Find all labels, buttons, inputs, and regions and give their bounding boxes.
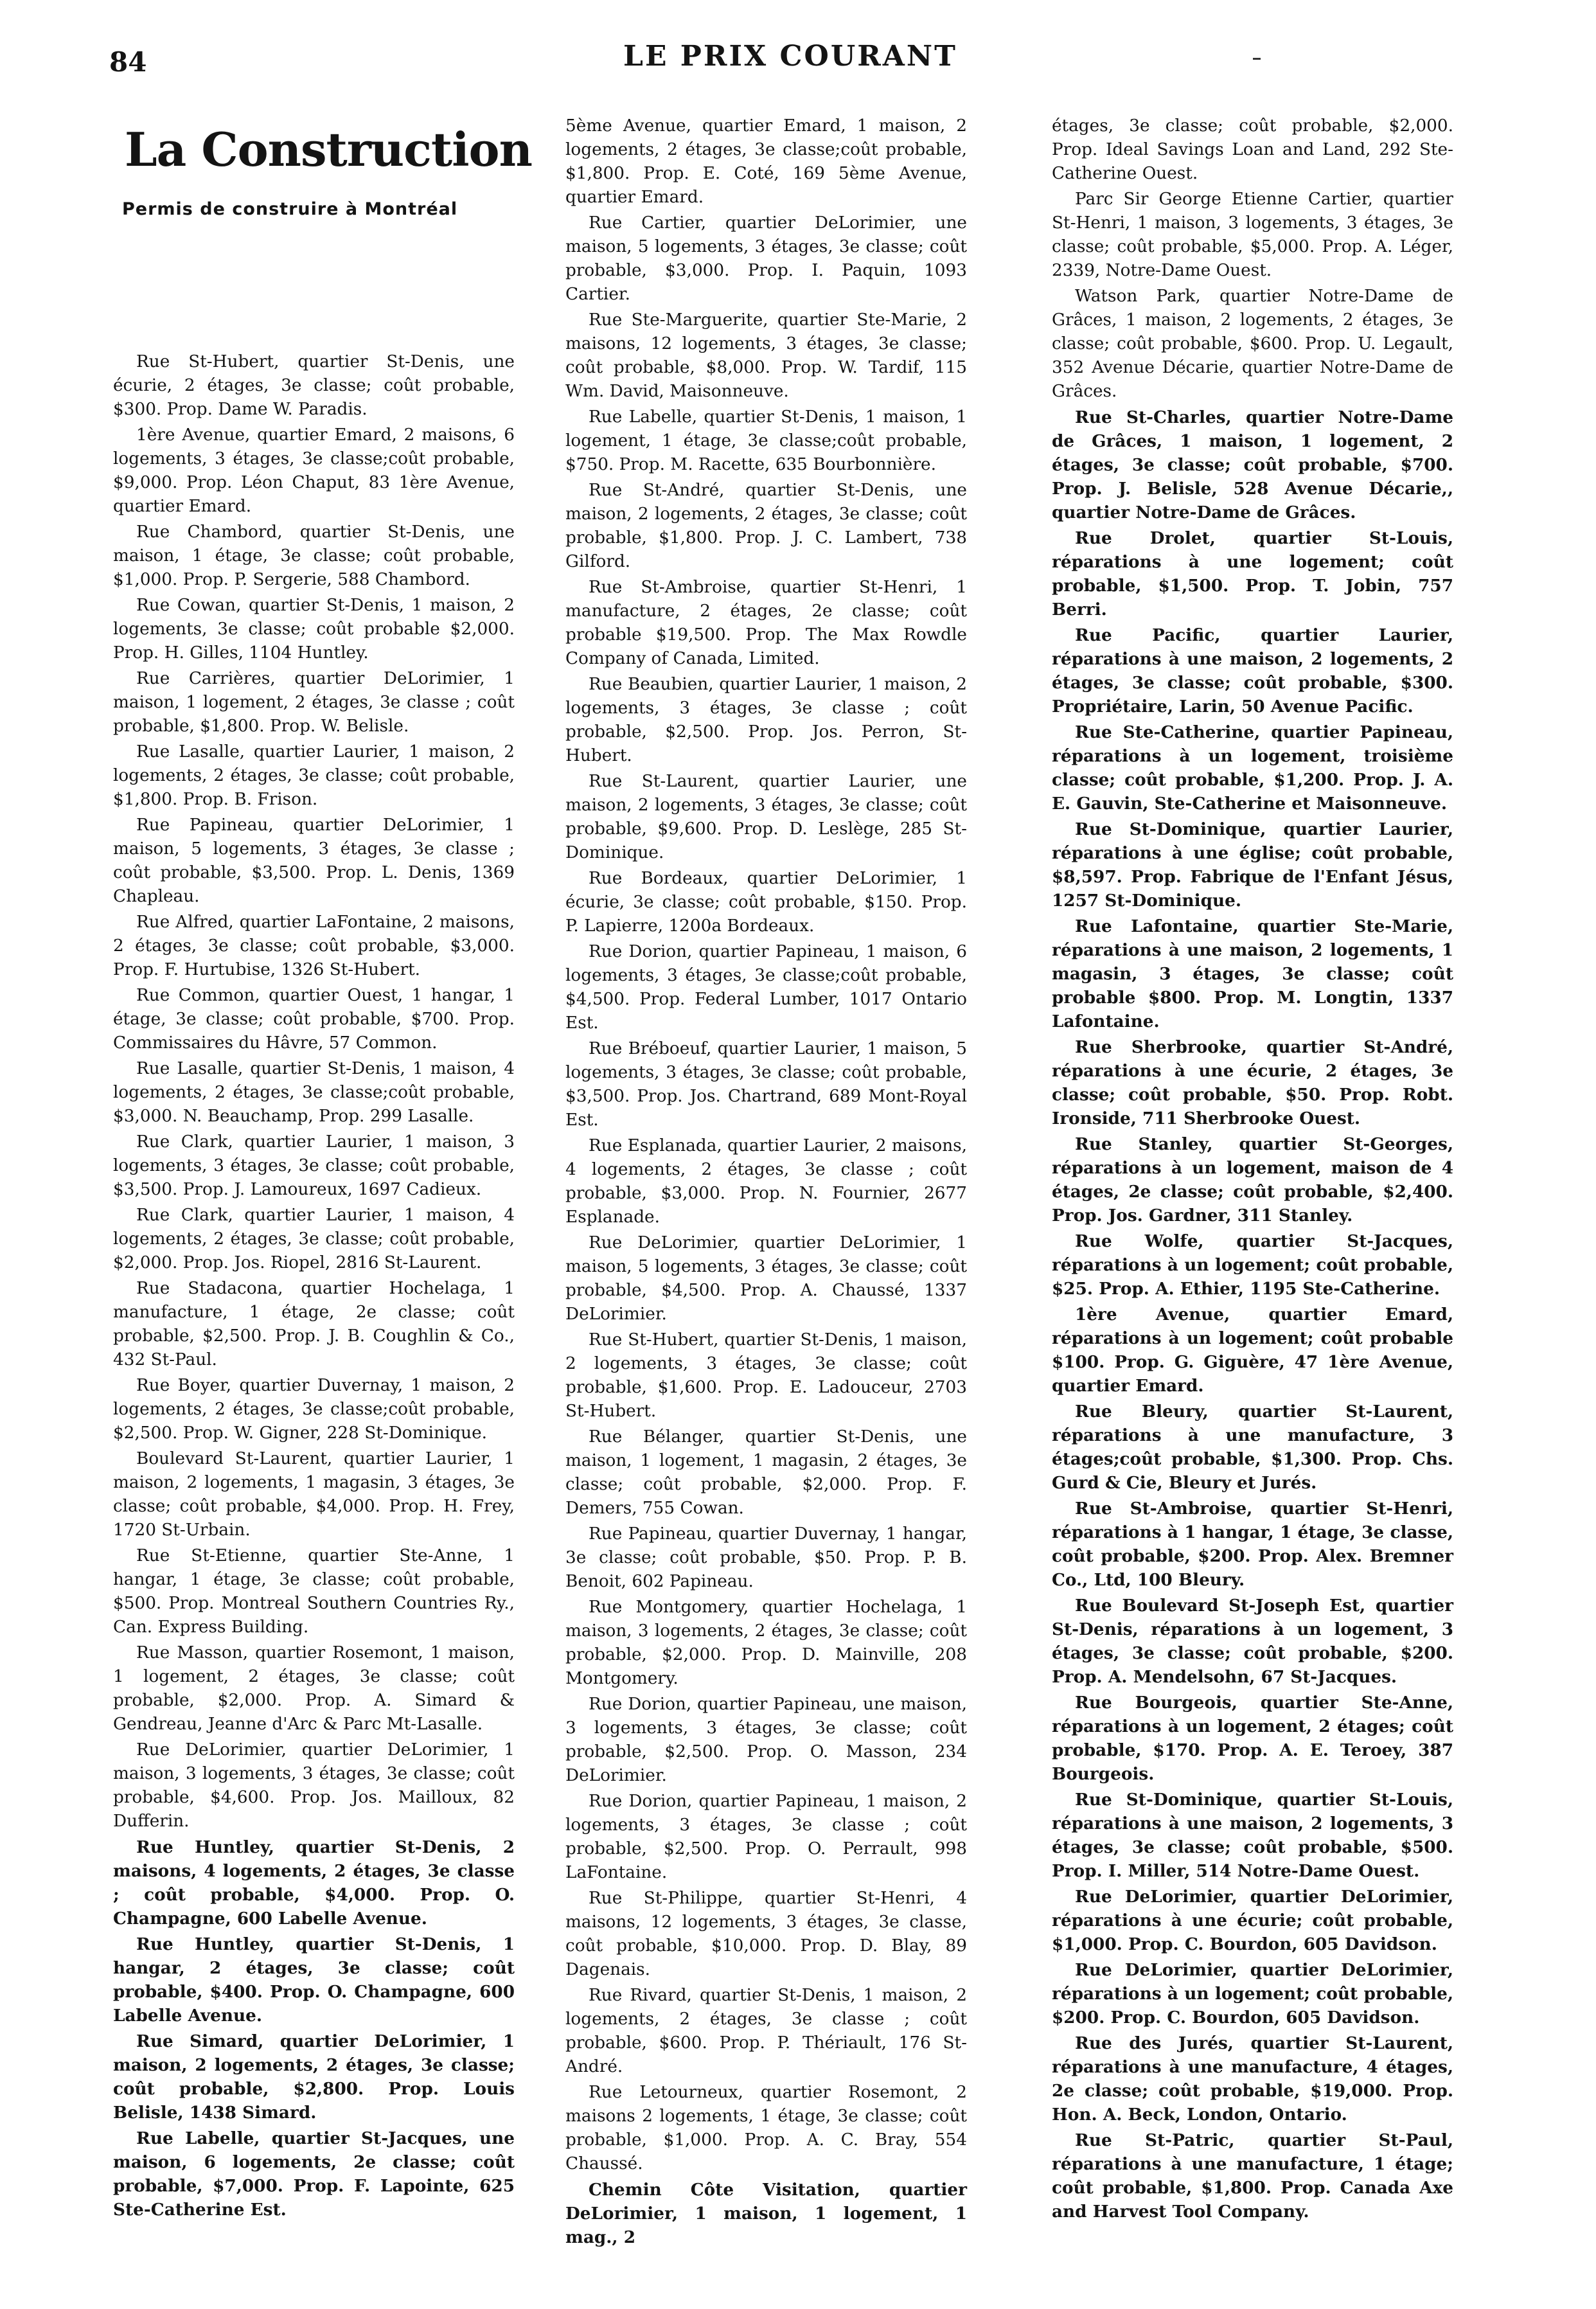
permit-entry-bold: Rue St-Dominique, quartier Laurier, réparations à une église; coût probable, $8,597. Prop. Fabrique de l'Enfant Jésus, 1257 St-Dominique. [1052, 819, 1453, 911]
permit-entry-bold: Rue St-Patric, quartier St-Paul, réparations à une manufacture, 1 étage; coût probable, $1,800. Prop. Canada Axe and Harvest Tool Company. [1052, 2130, 1453, 2222]
permit-entry: Rue Beaubien, quartier Laurier, 1 maison, 2 logements, 3 étages, 3e classe ; coût probable, $2,500. Prop. Jos. Perron, St-Hubert. [565, 675, 967, 765]
permit-entry: Rue St-André, quartier St-Denis, une maison, 2 logements, 2 étages, 3e classe; coût probable, $1,800. Prop. J. C. Lambert, 738 Gilford. [565, 481, 967, 571]
permit-entry: Rue Esplanada, quartier Laurier, 2 maisons, 4 logements, 2 étages, 3e classe ; coût probable, $3,000. Prop. N. Fournier, 2677 Esplanade. [565, 1136, 967, 1227]
permit-entry-bold: Rue DeLorimier, quartier DeLorimier, réparations à une écurie; coût probable, $1,000. Prop. C. Bourdon, 605 Davidson. [1052, 1887, 1453, 1954]
permit-entry-bold: Rue Bourgeois, quartier Ste-Anne, réparations à un logement, 2 étages; coût probable, $170. Prop. A. E. Teroey, 387 Bourgeois. [1052, 1693, 1453, 1784]
permit-entry: Rue St-Hubert, quartier St-Denis, une écurie, 2 étages, 3e classe; coût probable, $300. Prop. Dame W. Paradis. [113, 352, 515, 419]
column-middle [565, 114, 967, 2251]
permit-entry: Rue Cowan, quartier St-Denis, 1 maison, 2 logements, 3e classe; coût probable $2,000. Prop. H. Gilles, 1104 Huntley. [113, 596, 515, 663]
column-right [1052, 114, 1453, 2225]
permit-entry: Rue Dorion, quartier Papineau, une maison, 3 logements, 3 étages, 3e classe; coût probable, $2,500. Prop. O. Masson, 234 DeLorimier. [565, 1695, 967, 1785]
permit-entry: 5ème Avenue, quartier Emard, 1 maison, 2 logements, 2 étages, 3e classe;coût probable, $1,800. Prop. E. Coté, 169 5ème Avenue, quartier Emard. [565, 116, 967, 207]
permit-entry-bold: 1ère Avenue, quartier Emard, réparations à un logement; coût probable $100. Prop. G. Giguère, 47 1ère Avenue, quartier Emard. [1052, 1305, 1453, 1396]
permit-entry: Rue Dorion, quartier Papineau, 1 maison, 2 logements, 3 étages, 3e classe ; coût probable, $2,500. Prop. O. Perrault, 998 LaFontaine. [565, 1792, 967, 1882]
permit-entry: Rue St-Etienne, quartier Ste-Anne, 1 hangar, 1 étage, 3e classe; coût probable, $500. Prop. Montreal Southern Countries Ry., Can. Express Building. [113, 1546, 515, 1637]
permit-entry: Rue St-Philippe, quartier St-Henri, 4 maisons, 12 logements, 3 étages, 3e classe, coût probable, $10,000. Prop. D. Blay, 89 Dagenais. [565, 1889, 967, 1979]
permit-entry: Rue Carrières, quartier DeLorimier, 1 maison, 1 logement, 2 étages, 3e classe ; coût probable, $1,800. Prop. W. Belisle. [113, 669, 515, 736]
permit-entry: Rue Papineau, quartier Duvernay, 1 hangar, 3e classe; coût probable, $50. Prop. P. B. Benoit, 602 Papineau. [565, 1524, 967, 1591]
permit-entry: Rue Ste-Marguerite, quartier Ste-Marie, 2 maisons, 12 logements, 3 étages, 3e classe; coût probable, $8,000. Prop. W. Tardif, 115 Wm. David, Maisonneuve. [565, 310, 967, 401]
permit-entry-bold: Rue Boulevard St-Joseph Est, quartier St-Denis, réparations à un logement, 3 étages, 3e classe; coût probable, $200. Prop. A. Mendelsohn, 67 St-Jacques. [1052, 1596, 1453, 1687]
permit-entry-bold: Rue Labelle, quartier St-Jacques, une maison, 6 logements, 2e classe; coût probable, $7,000. Prop. F. Lapointe, 625 Ste-Catherine Est. [113, 2128, 515, 2220]
permit-entry: Rue Letourneux, quartier Rosemont, 2 maisons 2 logements, 1 étage, 3e classe; coût probable, $1,000. Prop. A. C. Bray, 554 Chaussé. [565, 2083, 967, 2173]
section-subtitle: Permis de construire à Montréal [122, 199, 458, 219]
permit-entry-bold: Rue Huntley, quartier St-Denis, 1 hangar, 2 étages, 3e classe; coût probable, $400. Prop. O. Champagne, 600 Labelle Avenue. [113, 1934, 515, 2026]
running-head: LE PRIX COURANT [623, 40, 957, 73]
permit-entry: Rue DeLorimier, quartier DeLorimier, 1 maison, 3 logements, 3 étages, 3e classe; coût probable, $4,600. Prop. Jos. Mailloux, 82 Dufferin. [113, 1740, 515, 1831]
permit-entry-bold: Rue St-Charles, quartier Notre-Dame de Grâces, 1 maison, 1 logement, 2 étages, 3e classe; coût probable, $700. Prop. J. Belisle, 528 Avenue Décarie,, quartier Notre-Dame de Grâces. [1052, 407, 1453, 522]
permit-entry: Rue Boyer, quartier Duvernay, 1 maison, 2 logements, 2 étages, 3e classe;coût probable, $2,500. Prop. W. Gigner, 228 St-Dominique. [113, 1376, 515, 1443]
permit-entry: Rue Common, quartier Ouest, 1 hangar, 1 étage, 3e classe; coût probable, $700. Prop. Commissaires du Hâvre, 57 Common. [113, 986, 515, 1053]
permit-entry: Rue Montgomery, quartier Hochelaga, 1 maison, 3 logements, 2 étages, 3e classe; coût probable, $2,000. Prop. D. Mainville, 208 Montgomery. [565, 1598, 967, 1688]
permit-entry: Rue Masson, quartier Rosemont, 1 maison, 1 logement, 2 étages, 3e classe; coût probable, $2,000. Prop. A. Simard & Gendreau, Jeanne d'Arc & Parc Mt-Lasalle. [113, 1643, 515, 1734]
permit-entry: Rue Stadacona, quartier Hochelaga, 1 manufacture, 1 étage, 2e classe; coût probable, $2,500. Prop. J. B. Coughlin & Co., 432 St-Paul. [113, 1279, 515, 1369]
permit-entry-bold: Rue Bleury, quartier St-Laurent, réparations à une manufacture, 3 étages;coût probable, $1,300. Prop. Chs. Gurd & Cie, Bleury et Jurés. [1052, 1402, 1453, 1493]
permit-entry-bold: Rue St-Ambroise, quartier St-Henri, réparations à 1 hangar, 1 étage, 3e classe, coût probable, $200. Prop. Alex. Bremner Co., Ltd, 100 Bleury. [1052, 1499, 1453, 1590]
ink-mark [1253, 58, 1261, 60]
permit-entry-bold: Rue Ste-Catherine, quartier Papineau, réparations à un logement, troisième classe; coût probable, $1,200. Prop. J. A. E. Gauvin, Ste-Catherine et Maisonneuve. [1052, 722, 1453, 814]
permit-entry: Boulevard St-Laurent, quartier Laurier, 1 maison, 2 logements, 1 magasin, 3 étages, 3e classe; coût probable, $4,000. Prop. H. Frey, 1720 St-Urbain. [113, 1449, 515, 1540]
permit-entry: Rue Chambord, quartier St-Denis, une maison, 1 étage, 3e classe; coût probable, $1,000. Prop. P. Sergerie, 588 Chambord. [113, 522, 515, 589]
permit-entry-bold: Rue DeLorimier, quartier DeLorimier, réparations à un logement; coût probable, $200. Prop. C. Bourdon, 605 Davidson. [1052, 1960, 1453, 2028]
permit-entry-bold: Rue Sherbrooke, quartier St-André, réparations à une écurie, 2 étages, 3e classe; coût probable, $50. Prop. Robt. Ironside, 711 Sherbrooke Ouest. [1052, 1037, 1453, 1128]
permit-entry: Rue Bordeaux, quartier DeLorimier, 1 écurie, 3e classe; coût probable, $150. Prop. P. Lapierre, 1200a Bordeaux. [565, 869, 967, 936]
column-left [113, 350, 515, 2224]
permit-entry: Rue St-Laurent, quartier Laurier, une maison, 2 logements, 3 étages, 3e classe; coût probable, $9,600. Prop. D. Leslège, 285 St-Dominique. [565, 772, 967, 862]
permit-entry: Rue Rivard, quartier St-Denis, 1 maison, 2 logements, 2 étages, 3e classe ; coût probable, $600. Prop. P. Thériault, 176 St-André. [565, 1986, 967, 2076]
permit-entry: Rue Alfred, quartier LaFontaine, 2 maisons, 2 étages, 3e classe; coût probable, $3,000. Prop. F. Hurtubise, 1326 St-Hubert. [113, 913, 515, 979]
permit-entry: 1ère Avenue, quartier Emard, 2 maisons, 6 logements, 3 étages, 3e classe;coût probable, $9,000. Prop. Léon Chaput, 83 1ère Avenue, quartier Emard. [113, 425, 515, 516]
permit-entry: Rue St-Hubert, quartier St-Denis, 1 maison, 2 logements, 3 étages, 3e classe; coût probable, $1,600. Prop. E. Ladouceur, 2703 St-Hubert. [565, 1330, 967, 1421]
permit-entry: Rue Papineau, quartier DeLorimier, 1 maison, 5 logements, 3 étages, 3e classe ; coût probable, $3,500. Prop. L. Denis, 1369 Chapleau. [113, 816, 515, 906]
permit-entry: Rue Clark, quartier Laurier, 1 maison, 3 logements, 3 étages, 3e classe; coût probable, $3,500. Prop. J. Lamoureux, 1697 Cadieux. [113, 1132, 515, 1199]
permit-entry: Rue Dorion, quartier Papineau, 1 maison, 6 logements, 3 étages, 3e classe;coût probable, $4,500. Prop. Federal Lumber, 1017 Ontario Est. [565, 942, 967, 1033]
permit-entry: Rue St-Ambroise, quartier St-Henri, 1 manufacture, 2 étages, 2e classe; coût probable $19,500. Prop. The Max Rowdle Company of Canada, Limited. [565, 578, 967, 668]
permit-entry: Rue Labelle, quartier St-Denis, 1 maison, 1 logement, 1 étage, 3e classe;coût probable, $750. Prop. M. Racette, 635 Bourbonnière. [565, 407, 967, 474]
permit-entry: Parc Sir George Etienne Cartier, quartier St-Henri, 1 maison, 3 logements, 3 étages, 3e classe; coût probable, $5,000. Prop. A. Léger, 2339, Notre-Dame Ouest. [1052, 190, 1453, 280]
permit-entry: Rue Clark, quartier Laurier, 1 maison, 4 logements, 2 étages, 3e classe; coût probable, $2,000. Prop. Jos. Riopel, 2816 St-Laurent. [113, 1206, 515, 1272]
permit-entry-bold: Rue St-Dominique, quartier St-Louis, réparations à une maison, 2 logements, 3 étages, 3e classe; coût probable, $500. Prop. I. Miller, 514 Notre-Dame Ouest. [1052, 1790, 1453, 1881]
permit-entry-bold: Rue Wolfe, quartier St-Jacques, réparations à un logement; coût probable, $25. Prop. A. Ethier, 1195 Ste-Catherine. [1052, 1231, 1453, 1299]
permit-entry: Watson Park, quartier Notre-Dame de Grâces, 1 maison, 2 logements, 2 étages, 3e classe; coût probable, $600. Prop. U. Legault, 352 Avenue Décarie, quartier Notre-Dame de Grâces. [1052, 287, 1453, 401]
permit-entry: Rue Bréboeuf, quartier Laurier, 1 maison, 5 logements, 3 étages, 3e classe; coût probable, $3,500. Prop. Jos. Chartrand, 689 Mont-Royal Est. [565, 1039, 967, 1130]
permit-entry-bold: Rue Drolet, quartier St-Louis, réparations à une logement; coût probable, $1,500. Prop. T. Jobin, 757 Berri. [1052, 528, 1453, 620]
permit-entry-bold: Rue Simard, quartier DeLorimier, 1 maison, 2 logements, 2 étages, 3e classe; coût probable, $2,800. Prop. Louis Belisle, 1438 Simard. [113, 2031, 515, 2123]
permit-entry: Rue Bélanger, quartier St-Denis, une maison, 1 logement, 1 magasin, 2 étages, 3e classe; coût probable, $2,000. Prop. F. Demers, 755 Cowan. [565, 1427, 967, 1518]
permit-entry-bold: Rue Huntley, quartier St-Denis, 2 maisons, 4 logements, 2 étages, 3e classe ; coût probable, $4,000. Prop. O. Champagne, 600 Labelle Avenue. [113, 1837, 515, 1929]
permit-entry: Rue Lasalle, quartier St-Denis, 1 maison, 4 logements, 2 étages, 3e classe;coût probable, $3,000. N. Beauchamp, Prop. 299 Lasalle. [113, 1059, 515, 1126]
permit-entry-bold: Rue des Jurés, quartier St-Laurent, réparations à une manufacture, 4 étages, 2e classe; coût probable, $19,000. Prop. Hon. A. Beck, London, Ontario. [1052, 2033, 1453, 2125]
permit-entry: étages, 3e classe; coût probable, $2,000. Prop. Ideal Savings Loan and Land, 292 Ste-Catherine Ouest. [1052, 116, 1453, 183]
permit-entry-bold: Rue Pacific, quartier Laurier, réparations à une maison, 2 logements, 2 étages, 3e classe; coût probable, $300. Propriétaire, Larin, 50 Avenue Pacific. [1052, 625, 1453, 717]
permit-entry: Rue Cartier, quartier DeLorimier, une maison, 5 logements, 3 étages, 3e classe; coût probable, $3,000. Prop. I. Paquin, 1093 Cartier. [565, 213, 967, 304]
permit-entry-bold: Rue Stanley, quartier St-Georges, réparations à un logement, maison de 4 étages, 2e classe; coût probable, $2,400. Prop. Jos. Gardner, 311 Stanley. [1052, 1134, 1453, 1226]
section-title: La Construction [125, 122, 532, 177]
permit-entry-bold: Chemin Côte Visitation, quartier DeLorimier, 1 maison, 1 logement, 1 mag., 2 [565, 2180, 967, 2247]
page-number: 84 [109, 46, 147, 78]
permit-entry: Rue DeLorimier, quartier DeLorimier, 1 maison, 5 logements, 3 étages, 3e classe; coût probable, $4,500. Prop. A. Chaussé, 1337 DeLorimier. [565, 1233, 967, 1324]
permit-entry: Rue Lasalle, quartier Laurier, 1 maison, 2 logements, 2 étages, 3e classe; coût probable, $1,800. Prop. B. Frison. [113, 742, 515, 809]
permit-entry-bold: Rue Lafontaine, quartier Ste-Marie, réparations à une maison, 2 logements, 1 magasin, 3 étages, 3e classe; coût probable $800. Prop. M. Longtin, 1337 Lafontaine. [1052, 916, 1453, 1031]
